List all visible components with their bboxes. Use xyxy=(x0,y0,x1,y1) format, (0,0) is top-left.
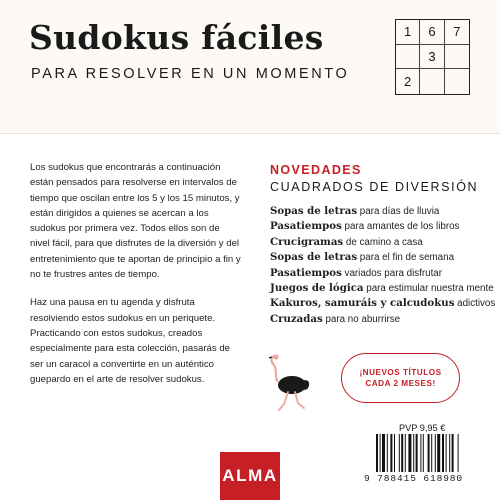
barcode-bar xyxy=(401,434,403,472)
barcode-bar xyxy=(390,434,392,472)
header-band xyxy=(0,0,500,134)
sudoku-cell: 1 xyxy=(396,20,420,45)
sudoku-cell xyxy=(445,45,469,70)
novedades-list xyxy=(270,204,496,327)
list-item xyxy=(270,312,485,327)
list-item-title: Cruzadas xyxy=(270,312,323,325)
barcode-bar xyxy=(431,434,432,472)
barcode-bar xyxy=(446,434,447,472)
description-paragraph: Los sudokus que encontrarás a continuación están pensados para resolverse en intervalos de tiempo que oscilan entre los 5 y los 15 minutos, y están dirigidos a quienes se acercan a los sudokus por primera vez. Todos ellos son de nivel fácil, para que disfrutes de la diversión y del entretenimiento que te aportan de principio a fin y no te frustres antes de tiempo. xyxy=(30,162,241,281)
list-item xyxy=(270,250,485,265)
barcode-bar xyxy=(387,434,388,472)
list-item-desc: para estimular nuestra mente xyxy=(363,283,494,295)
list-item xyxy=(270,266,485,281)
list-item-title: Pasatiempos xyxy=(270,266,342,279)
list-item-title: Juegos de lógica xyxy=(270,282,364,295)
list-item-title: Kakuros, samuráis y calcudokus xyxy=(270,297,455,310)
sudoku-cell xyxy=(420,69,444,94)
barcode-bar xyxy=(452,434,454,472)
list-item-desc: para amantes de los libros xyxy=(341,221,460,233)
list-item-title: Sopas de letras xyxy=(270,251,358,264)
list-item-desc: variados para disfrutar xyxy=(341,267,443,279)
publisher-logo: ALMA xyxy=(220,452,280,500)
list-item-desc: de camino a casa xyxy=(343,236,423,248)
list-item xyxy=(270,219,485,234)
barcode-bar xyxy=(405,434,406,472)
sudoku-cell: 7 xyxy=(445,20,469,45)
list-item xyxy=(270,281,494,296)
novedades-subheading: CUADRADOS DE DIVERSIÓN xyxy=(270,180,479,194)
barcode-bar xyxy=(376,434,378,472)
list-item-title: Sopas de letras xyxy=(270,205,358,217)
barcode-bar xyxy=(435,434,436,472)
list-item xyxy=(270,204,485,219)
barcode-bar xyxy=(449,434,450,472)
badge-line: CADA 2 MESES! xyxy=(365,379,436,388)
barcode-bar xyxy=(408,434,411,472)
new-titles-badge xyxy=(341,353,460,403)
barcode-bar xyxy=(380,434,381,472)
badge-line: ¡NUEVOS TÍTULOS xyxy=(359,368,442,377)
list-item-desc: para no aburrirse xyxy=(322,313,401,325)
ostrich-illustration-icon xyxy=(268,353,312,413)
barcode-bar xyxy=(442,434,444,472)
barcode-bar xyxy=(416,434,418,472)
barcode-bar xyxy=(437,434,440,472)
description-text xyxy=(30,160,242,400)
list-item-desc: para el fin de semana xyxy=(357,252,455,264)
barcode-bar xyxy=(399,434,400,472)
barcode-bar xyxy=(382,434,385,472)
list-item-title: Pasatiempos xyxy=(270,220,342,233)
list-item-desc: adictivos xyxy=(454,298,496,310)
isbn-number: 9 788415 618980 xyxy=(364,473,464,484)
sudoku-cell: 2 xyxy=(396,69,420,94)
sudoku-cell: 3 xyxy=(420,45,444,70)
barcode-bar xyxy=(413,434,414,472)
list-item xyxy=(270,296,496,311)
book-title: Sudokus fáciles xyxy=(29,18,324,57)
sudoku-cell xyxy=(445,69,469,94)
sudoku-cell xyxy=(396,45,420,70)
barcode-bar xyxy=(394,434,395,472)
barcode-bar xyxy=(428,434,430,472)
barcode-bar xyxy=(458,434,459,472)
barcode-bar xyxy=(420,434,421,472)
price-label: PVP 9,95 € xyxy=(399,423,446,433)
sudoku-cell: 6 xyxy=(420,20,444,45)
barcode-icon xyxy=(376,434,484,472)
list-item xyxy=(270,235,485,250)
book-subtitle: PARA RESOLVER EN UN MOMENTO xyxy=(31,66,350,82)
list-item-title: Crucigramas xyxy=(270,235,344,248)
description-paragraph: Haz una pausa en tu agenda y disfruta resolviendo estos sudokus en un periquete. Practicando con estos sudokus, creados especialmente para esta colección, pasarás de ser un caracol a convertirte en un auténtico guepardo en el arte de resolver sudokus. xyxy=(30,297,230,385)
sudoku-grid-icon xyxy=(395,19,470,95)
list-item-desc: para días de lluvia xyxy=(357,206,440,217)
barcode-bar xyxy=(423,434,424,472)
novedades-heading: NOVEDADES xyxy=(270,163,362,177)
